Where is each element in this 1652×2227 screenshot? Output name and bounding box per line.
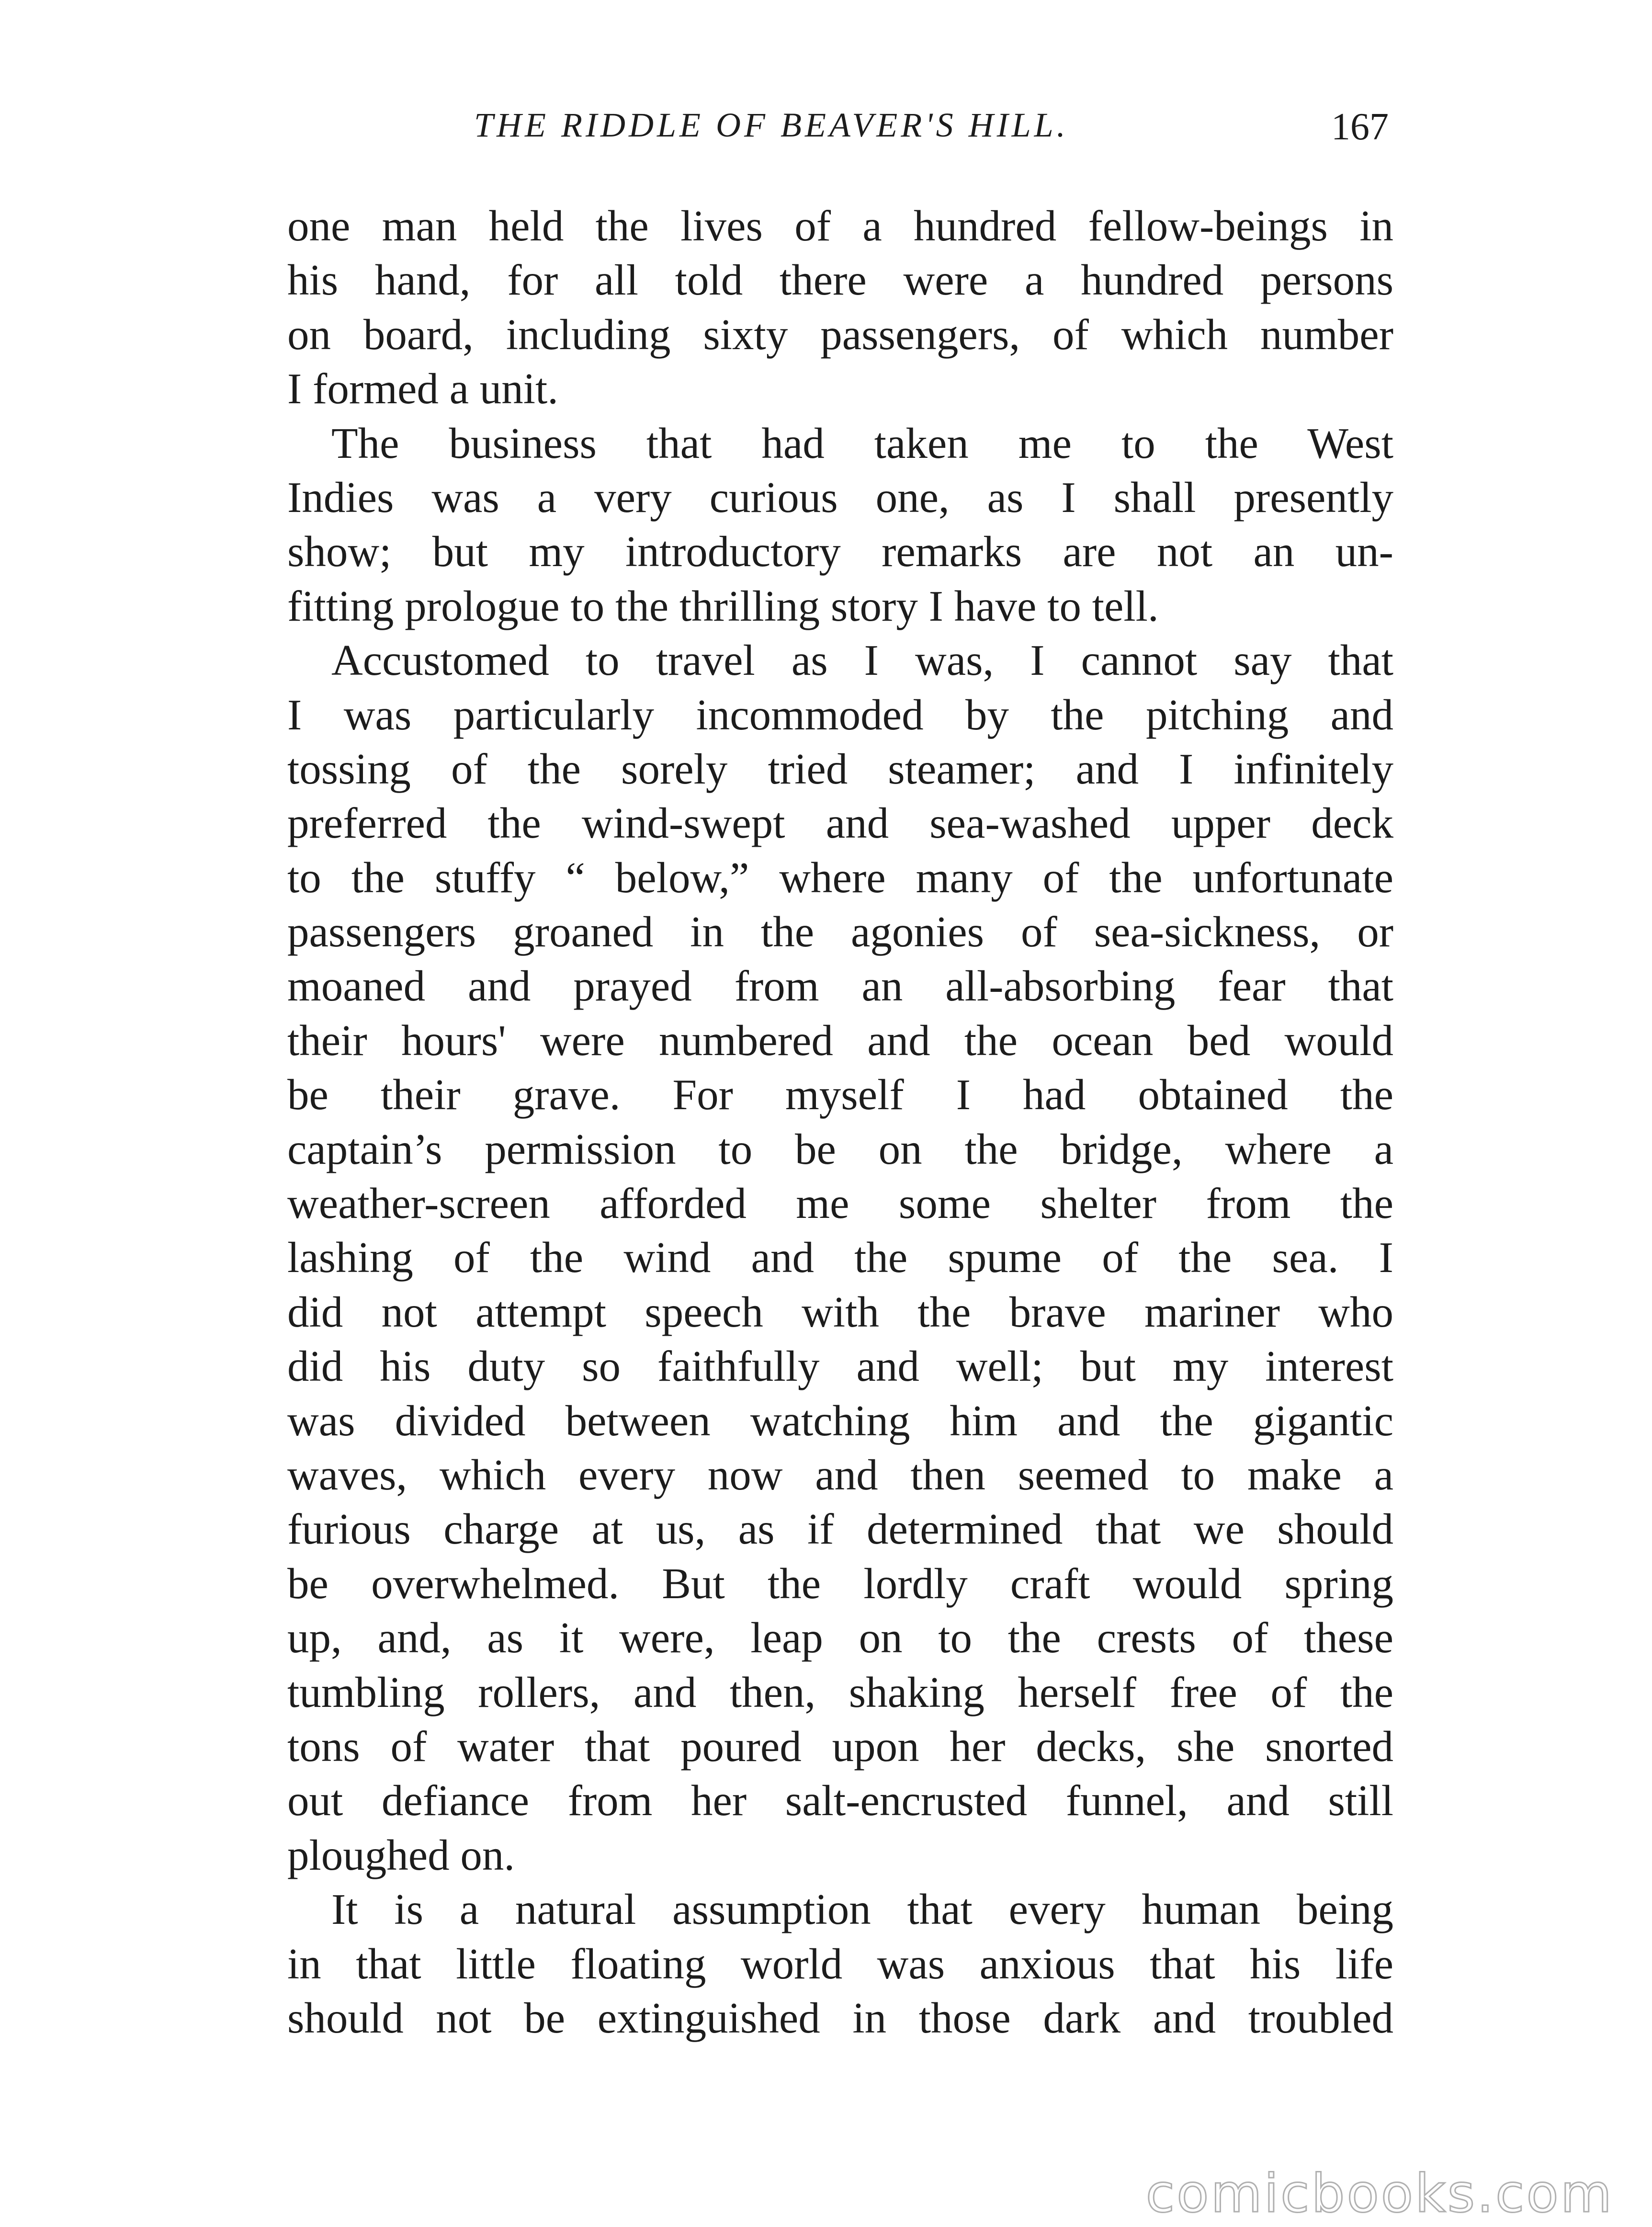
text-line: tumbling rollers, and then, shaking herself free of the — [287, 1668, 1393, 1716]
text-line: up, and, as it were, leap on to the crests of these — [287, 1613, 1393, 1662]
text-line: show; but my introductory remarks are not an un- — [287, 527, 1393, 576]
text-line: should not be extinguished in those dark and troubled — [287, 1993, 1393, 2042]
text-line: preferred the wind-swept and sea-washed upper deck — [287, 799, 1393, 848]
text-line: on board, including sixty passengers, of which number — [287, 310, 1393, 359]
text-line: passengers groaned in the agonies of sea-sickness, or — [287, 908, 1393, 956]
text-line: captain’s permission to be on the bridge, where a — [287, 1125, 1393, 1173]
text-line: be overwhelmed. But the lordly craft would spring — [287, 1559, 1393, 1608]
running-title: THE RIDDLE OF BEAVER'S HILL. — [474, 106, 1069, 144]
text-line: ploughed on. — [287, 1830, 515, 1879]
text-line: weather-screen afforded me some shelter from the — [287, 1179, 1393, 1228]
text-line: out defiance from her salt-encrusted funnel, and still — [287, 1776, 1393, 1825]
text-line: It is a natural assumption that every human being — [331, 1885, 1393, 1934]
text-line: was divided between watching him and the gigantic — [287, 1396, 1393, 1445]
text-line: be their grave. For myself I had obtained the — [287, 1070, 1393, 1119]
text-line: to the stuffy “ below,” where many of the unfortunate — [287, 853, 1393, 902]
text-line: waves, which every now and then seemed to make a — [287, 1450, 1393, 1499]
text-line: The business that had taken me to the West — [331, 419, 1393, 467]
paragraph — [287, 199, 1393, 416]
text-line: furious charge at us, as if determined that we should — [287, 1505, 1393, 1554]
text-line: tons of water that poured upon her decks, she snorted — [287, 1722, 1393, 1771]
text-line: fitting prologue to the thrilling story I have to tell. — [287, 581, 1159, 630]
body-text — [287, 199, 1393, 2045]
text-line: moaned and prayed from an all-absorbing fear that — [287, 962, 1393, 1011]
text-line: one man held the lives of a hundred fellow-beings in — [287, 202, 1393, 250]
paragraph — [287, 416, 1393, 634]
text-line: their hours' were numbered and the ocean bed would — [287, 1016, 1393, 1065]
text-line: did his duty so faithfully and well; but my interest — [287, 1342, 1393, 1391]
text-line: in that little floating world was anxious that his life — [287, 1939, 1393, 1988]
text-line: his hand, for all told there were a hundred persons — [287, 256, 1393, 305]
paragraph — [287, 1882, 1393, 2045]
text-line: Accustomed to travel as I was, I cannot say that — [331, 636, 1393, 685]
paragraph — [287, 633, 1393, 1882]
text-line: I formed a unit. — [287, 364, 559, 413]
text-line: did not attempt speech with the brave mariner who — [287, 1287, 1393, 1336]
text-line: Indies was a very curious one, as I shall presently — [287, 473, 1393, 522]
text-line: lashing of the wind and the spume of the sea. I — [287, 1233, 1393, 1282]
text-line: tossing of the sorely tried steamer; and I infinitely — [287, 744, 1393, 793]
watermark: comicbooks.com — [1145, 2163, 1614, 2224]
page-number: 167 — [1331, 106, 1389, 148]
text-line: I was particularly incommoded by the pitching and — [287, 690, 1393, 739]
